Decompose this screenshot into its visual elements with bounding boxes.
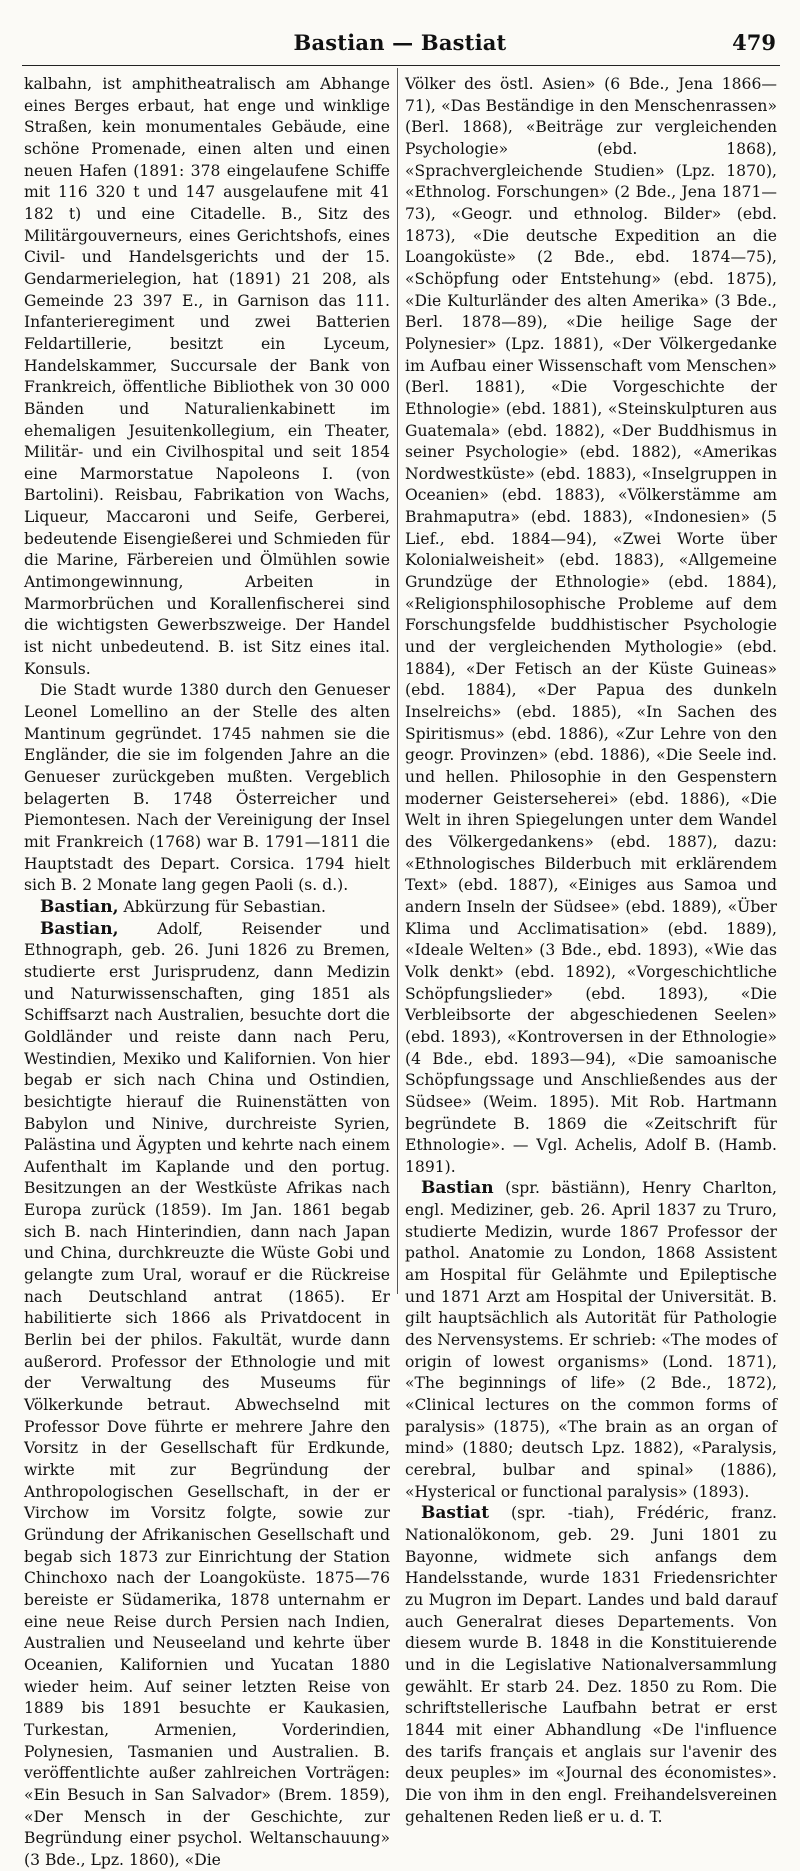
page-header xyxy=(0,30,800,60)
entry-bastian-adolf xyxy=(24,919,390,1871)
running-head: Bastian — Bastiat xyxy=(293,30,507,55)
entry-text: (spr. -tiah), Frédéric, franz. Nationalökonom, geb. 29. Juni 1801 zu Bayonne, widmete sich anfangs dem Handelsstande, wurde 1831 Friedensrichter zu Mugron im Depart. Landes und bald darauf auch Generalrat dieses Departements. Von diesem wurde B. 1848 in die Konstituierende und in die Legislative Nationalversammlung gewählt. Er starb 24. Dez. 1850 zu Rom. Die schriftstellerische Laufbahn betrat er erst 1844 mit einer Abhandlung «De l'influence des tarifs français et anglais sur l'avenir des deux peuples» im «Journal des économistes». Die von ihm in den engl. Freihandelsvereinen gehaltenen Reden ließ er u. d. T. xyxy=(405,1504,777,1826)
entry-text: (spr. bästiänn), Henry Charlton, engl. Mediziner, geb. 26. April 1837 zu Truro, studierte Medizin, wurde 1867 Professor der pathol. Anatomie zu London, 1868 Assistent am Hospital für Gelähmte und Epileptische und 1871 Arzt am Hospital der Universität. B. gilt hauptsächlich als Autorität für Pathologie des Nervensystems. Er schrieb: «The modes of origin of lowest organisms» (Lond. 1871), «The beginnings of life» (2 Bde., 1872), «Clinical lectures on the common forms of paralysis» (1875), «The brain as an organ of mind» (1880; deutsch Lpz. 1882), «Paralysis, cerebral, bulbar and spinal» (1886), «Hysterical or functional paralysis» (1893). xyxy=(405,1179,777,1501)
paragraph-bastia-description: kalbahn, ist amphitheatralisch am Abhange eines Berges erbaut, hat enge und winklige Straßen, kein monumentales Gebäude, eine schöne Promenade, einen alten und einen neuen Hafen (1891: 378 eingelaufene Schiffe mit 116 320 t und 147 ausgelaufene mit 41 182 t) und eine Citadelle. B., Sitz des Militärgouverneurs, eines Gerichtshofs, eines Civil- und Handelsgerichts und der 15. Gendarmerielegion, hat (1891) 21 208, als Gemeinde 23 397 E., in Garnison das 111. Infanterieregiment und zwei Batterien Feldartillerie, besitzt ein Lyceum, Handelskammer, Succursale der Bank von Frankreich, öffentliche Bibliothek von 30 000 Bänden und Naturalienkabinett im ehemaligen Jesuitenkollegium, ein Theater, Militär- und ein Civilhospital und seit 1854 eine Marmorstatue Napoleons I. (von Bartolini). Reisbau, Fabrikation von Wachs, Liqueur, Maccaroni und Seife, Gerberei, bedeutende Eisengießerei und Schmieden für die Marine, Färbereien und Ölmühlen sowie Antimongewinnung, Arbeiten in Marmorbrüchen und Korallenfischerei sind die wichtigsten Gewerbszweige. Der Handel ist nicht unbedeutend. B. ist Sitz eines ital. Konsuls. xyxy=(24,75,390,678)
entry-text: Adolf, Reisender und Ethnograph, geb. 26. Juni 1826 zu Bremen, studierte erst Jurisprudenz, dann Medizin und Naturwissenschaften, ging 1851 als Schiffsarzt nach Australien, besuchte dort die Goldländer und reiste dann nach Peru, Westindien, Mexiko und Kalifornien. Von hier begab er sich nach China und Ostindien, besichtigte hierauf die Ruinenstätten von Babylon und Ninive, durchreiste Syrien, Palästina und Ägypten und kehrte nach einem Aufenthalt im Kaplande und den portug. Besitzungen an der Westküste Afrikas nach Europa zurück (1859). Im Jan. 1861 begab sich B. nach Hinterindien, dann nach Japan und China, durchkreuzte die Wüste Gobi und gelangte zum Ural, worauf er die Rückreise nach Deutschland antrat (1865). Er habilitierte sich 1866 als Privatdocent in Berlin bei der philos. Fakultät, wurde dann außerord. Professor der Ethnologie und mit der Verwaltung des Museums für Völkerkunde betraut. Abwechselnd mit Professor Dove führte er mehrere Jahre den Vorsitz in der Gesellschaft für Erdkunde, wirkte mit zur Begründung der Anthropologischen Gesellschaft, in der er Virchow im Vorsitz folgte, sowie zur Gründung der Afrikanischen Gesellschaft und begab sich 1873 zur Einrichtung der Station Chinchoxo nach der Loangoküste. 1875—76 bereiste er Südamerika, 1878 unternahm er eine neue Reise durch Persien nach Indien, Australien und Neuseeland und kehrte über Oceanien, Kalifornien und Yucatan 1880 wieder heim. Auf seiner letzten Reise von 1889 bis 1891 besuchte er Kaukasien, Turkestan, Armenien, Vorderindien, Polynesien, Tasmanien und Australien. B. veröffentlichte außer zahlreichen Vorträgen: «Ein Besuch in San Salvador» (Brem. 1859), «Der Mensch in der Geschichte, zur Begründung einer psychol. Weltanschauung» (3 Bde., Lpz. 1860), «Die xyxy=(24,919,390,1869)
entry-bastian-abbreviation xyxy=(24,897,390,919)
paragraph-bastian-works-continued: Völker des östl. Asien» (6 Bde., Jena 1866—71), «Das Beständige in den Menschenrassen» (Berl. 1868), «Beiträge zur vergleichenden Psychologie» (ebd. 1868), «Sprachvergleichende Studien» (Lpz. 1870), «Ethnolog. Forschungen» (2 Bde., Jena 1871—73), «Geogr. und ethnolog. Bilder» (ebd. 1873), «Die deutsche Expedition an die Loangoküste» (2 Bde., ebd. 1874—75), «Schöpfung oder Entstehung» (ebd. 1875), «Die Kulturländer des alten Amerika» (3 Bde., Berl. 1878—89), «Die heilige Sage der Polynesier» (Lpz. 1881), «Der Völkergedanke im Aufbau einer Wissenschaft vom Menschen» (Berl. 1881), «Die Vorgeschichte der Ethnologie» (ebd. 1881), «Steinskulpturen aus Guatemala» (ebd. 1882), «Der Buddhismus in seiner Psychologie» (ebd. 1882), «Amerikas Nordwestküste» (ebd. 1883), «Inselgruppen in Oceanien» (ebd. 1883), «Völkerstämme am Brahmaputra» (ebd. 1883), «Indonesien» (5 Lief., ebd. 1884—94), «Zwei Worte über Kolonialweisheit» (ebd. 1883), «Allgemeine Grundzüge der Ethnologie» (ebd. 1884), «Religionsphilosophische Probleme auf dem Forschungsfelde buddhistischer Psychologie und der vergleichenden Mythologie» (ebd. 1884), «Der Fetisch an der Küste Guineas» (ebd. 1884), «Der Papua des dunkeln Inselreichs» (ebd. 1885), «In Sachen des Spiritismus» (ebd. 1886), «Zur Lehre von den geogr. Provinzen» (ebd. 1886), «Die Seele ind. und hellen. Philosophie in den Gespenstern moderner Geisterseherei» (ebd. 1886), «Die Welt in ihren Spiegelungen unter dem Wandel des Völkergedankens» (ebd. 1887), dazu: «Ethnologisches Bilderbuch mit erklärendem Text» (ebd. 1887), «Einiges aus Samoa und andern Inseln der Südsee» (ebd. 1889), «Über Klima und Acclimatisation» (ebd. 1889), «Ideale Welten» (3 Bde., ebd. 1893), «Wie das Volk denkt» (ebd. 1892), «Vorgeschichtliche Schöpfungslieder» (ebd. 1893), «Die Verbleibsorte der abgeschiedenen Seelen» (ebd. 1893), «Kontroversen in der Ethnologie» (4 Bde., ebd. 1893—94), «Die samoanische Schöpfungssage und Anschließendes aus der Südsee» (Weim. 1895). Mit Rob. Hartmann begründete B. 1869 die «Zeitschrift für Ethnologie». — Vgl. Achelis, Adolf B. (Hamb. 1891). xyxy=(405,75,777,1176)
header-rule xyxy=(22,65,780,66)
entry-bastian-henry xyxy=(405,1178,777,1503)
left-column xyxy=(24,74,390,1869)
column-divider xyxy=(397,68,398,1294)
entry-bastiat xyxy=(405,1503,777,1828)
lemma-bastian-henry: Bastian xyxy=(421,1178,494,1199)
right-column xyxy=(405,74,777,1826)
lemma-bastian: Bastian, xyxy=(40,896,119,917)
page-number: 479 xyxy=(732,30,776,55)
lemma-bastian-adolf: Bastian, xyxy=(40,918,119,939)
lemma-bastiat: Bastiat xyxy=(421,1503,490,1524)
paragraph-bastia-history: Die Stadt wurde 1380 durch den Genueser Leonel Lomellino an der Stelle des alten Mantinum gegründet. 1745 nahmen sie die Engländer, die sie im folgenden Jahre an die Genueser zurückgeben mußten. Vergeblich belagerten B. 1748 Österreicher und Piemontesen. Nach der Vereinigung der Insel mit Frankreich (1768) war B. 1791—1811 die Hauptstadt des Depart. Corsica. 1794 hielt sich B. 2 Monate lang gegen Paoli (s. d.). xyxy=(24,681,390,895)
entry-text: Abkürzung für Sebastian. xyxy=(118,897,326,916)
